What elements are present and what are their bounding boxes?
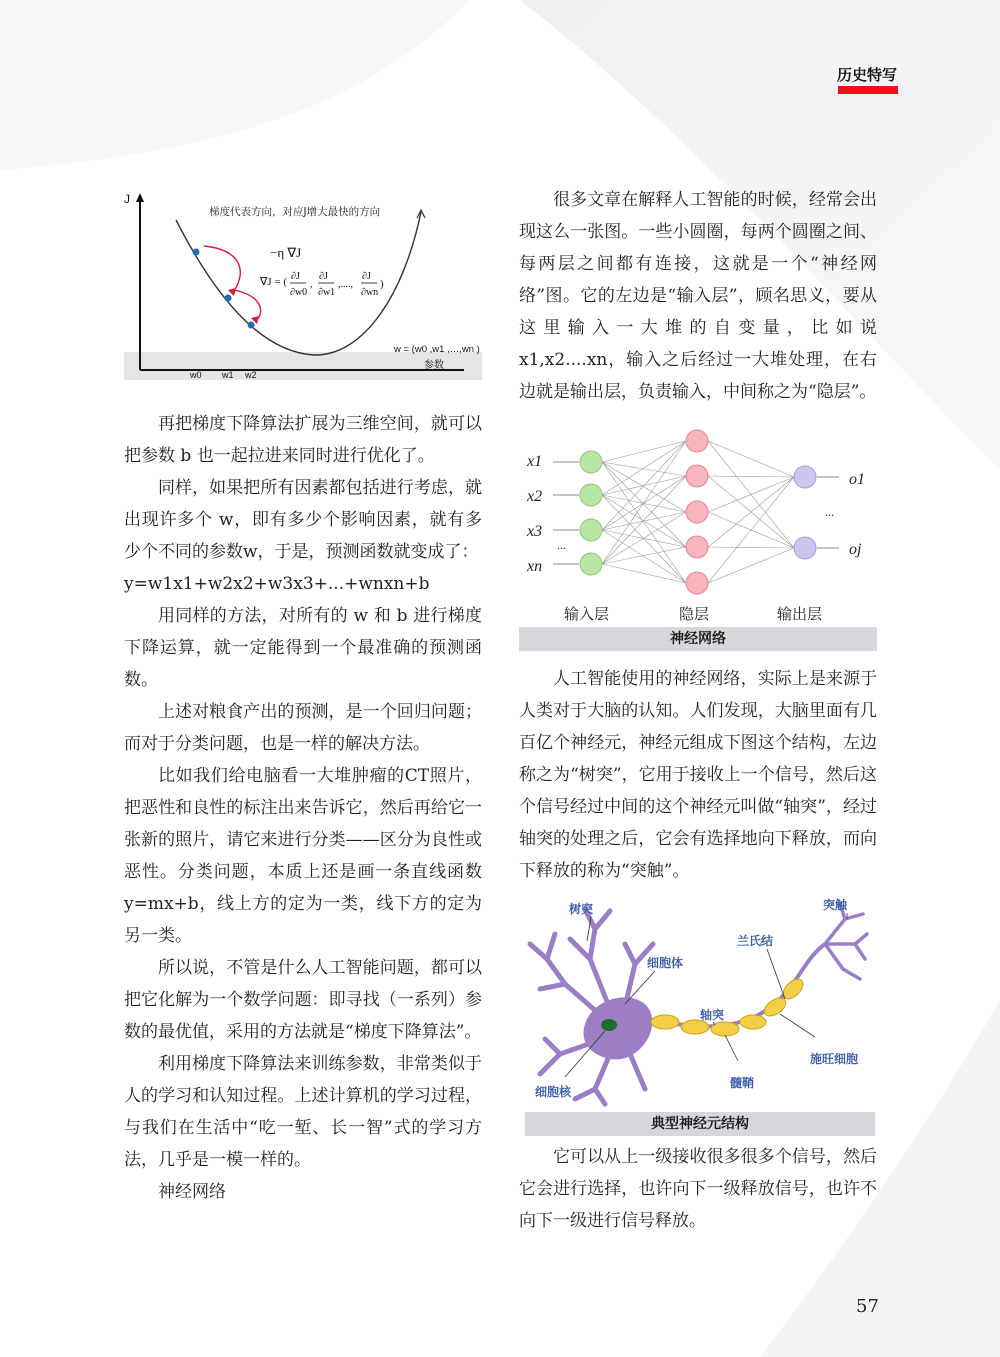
svg-text:,: ,	[310, 279, 313, 290]
label-nucleus: 细胞核	[535, 1085, 572, 1099]
nn-edge	[602, 564, 686, 583]
paragraph: 上述对粮食产出的预测，是一个回归问题；而对于分类问题，也是一样的解决方法。	[124, 702, 482, 754]
input-label-x1: x1	[527, 453, 543, 470]
page-number: 57	[856, 1296, 879, 1317]
tick-w1: w1	[222, 370, 234, 380]
label-axon: 轴突	[700, 1008, 725, 1022]
gradient-descent-figure	[124, 184, 482, 380]
paragraph: 利用梯度下降算法来训练参数，非常类似于人的学习和认知过程。上述计算机的学习过程，与我们在生活中“吃一堑、长一智”式的学习方法，几乎是一模一样的。	[124, 1054, 482, 1170]
nn-caption: 神经网络	[519, 627, 877, 651]
gradient-title: 梯度代表方向，对应J增大最快的方向	[209, 206, 381, 218]
label-myelin: 髓鞘	[730, 1076, 755, 1090]
input-node	[580, 451, 602, 473]
step-formula: −η ∇J	[270, 245, 302, 260]
hidden-node	[686, 430, 708, 452]
section-label: 历史特写	[836, 66, 897, 84]
output-label-oj: oj	[849, 541, 862, 558]
label-ranvier: 兰氏结	[737, 934, 774, 948]
nn-edge	[602, 462, 686, 583]
nn-edge	[708, 477, 794, 583]
nn-edge	[602, 547, 686, 564]
svg-text:,....,: ,....,	[338, 279, 353, 290]
paragraph: 人工智能使用的神经网络，实际上是来源于人类对于大脑的认知。人们发现，大脑里面有几百亿个神经元，神经元组成下图这个结构，左边称之为“树突”，它用于接收上一个信号，然后这个信号经过中间的这个神经元叫做“轴突”，经过轴突的处理之后，它会有选择地向下释放，而向下释放的称为“突触”。	[519, 669, 877, 881]
partial-num-1: ∂J	[291, 271, 300, 282]
output-ellipsis: ...	[825, 505, 834, 519]
right-column-text-bottom	[519, 1141, 877, 1237]
paragraph: 用同样的方法，对所有的 w 和 b 进行梯度下降运算，就一定能得到一个最准确的预测函数。	[124, 606, 482, 690]
gd-point-w2	[248, 322, 255, 329]
gd-point-w0	[193, 249, 200, 256]
input-ellipsis: ...	[557, 538, 566, 552]
nn-edge	[708, 476, 794, 477]
paragraph: 它可以从上一级接收很多很多个信号，然后它会进行选择，也许向下一级释放信号，也许不向下一级进行信号释放。	[519, 1147, 877, 1231]
nn-edge	[602, 530, 686, 547]
section-accent-bar	[838, 86, 898, 94]
y-axis-label: J	[124, 192, 130, 206]
partial-den-1: ∂w0	[290, 287, 308, 298]
nn-edge	[708, 477, 794, 512]
nn-edge	[708, 441, 794, 477]
nn-edge	[708, 548, 794, 583]
layer-label-hidden: 隐层	[679, 605, 710, 623]
partial-den-2: ∂w1	[318, 287, 336, 298]
neuron-caption: 典型神经元结构	[525, 1112, 875, 1136]
nn-edge	[602, 441, 686, 462]
svg-text:): )	[380, 278, 384, 290]
input-node	[580, 519, 602, 541]
nn-edge	[708, 477, 794, 547]
nucleus	[601, 1019, 617, 1031]
right-column-text-top	[519, 184, 877, 408]
neuron-structure-figure	[525, 889, 875, 1136]
partial-num-2: ∂J	[319, 271, 328, 282]
output-node	[794, 537, 816, 559]
output-label-o1: o1	[849, 471, 865, 488]
nn-edge	[708, 547, 794, 548]
input-label-x3: x3	[527, 523, 543, 540]
nn-edge	[602, 441, 686, 530]
paragraph: 同样，如果把所有因素都包括进行考虑，就出现许多个 w，即有多少个影响因素，就有多少个不同的参数w，于是，预测函数就变成了：	[124, 478, 482, 562]
partial-num-3: ∂J	[362, 271, 371, 282]
label-synapse: 突触	[823, 898, 848, 912]
nn-edge	[602, 512, 686, 530]
gradient-lhs: ∇J = (	[260, 276, 288, 288]
hidden-node	[686, 501, 708, 523]
layer-label-output: 输出层	[777, 605, 823, 623]
paragraph: 再把梯度下降算法扩展为三维空间，就可以把参数 b 也一起拉进来同时进行优化了。	[124, 414, 482, 466]
tick-w0: w0	[190, 370, 202, 380]
neuron-diagram	[525, 889, 875, 1112]
w-vector-label: w = (w0 ,w1 ,…,wn )	[394, 344, 480, 355]
input-label-x2: x2	[527, 488, 543, 505]
tick-w2: w2	[245, 370, 257, 380]
left-column-text	[124, 408, 482, 1208]
hidden-node	[686, 465, 708, 487]
x-axis-label: 参数	[424, 360, 444, 371]
label-dendrite: 树突	[569, 902, 594, 916]
neural-network-diagram	[519, 421, 877, 627]
formula-line: y=w1x1+w2x2+w3x3+...+wnxn+b	[124, 574, 430, 594]
hidden-node	[686, 572, 708, 594]
partial-den-3: ∂wn	[361, 287, 379, 298]
subheading: 神经网络	[158, 1182, 226, 1202]
label-cell-body: 细胞体	[647, 956, 684, 970]
label-schwann: 施旺细胞	[810, 1052, 859, 1066]
input-node	[580, 553, 602, 575]
nn-edge	[602, 462, 686, 476]
gd-point-w1	[225, 295, 232, 302]
neural-network-figure	[519, 421, 877, 651]
hidden-node	[686, 536, 708, 558]
paragraph: 很多文章在解释人工智能的时候，经常会出现这么一张图。一些小圆圈，每两个圆圈之间、每两层之间都有连接，这就是一个“神经网络”图。它的左边是“输入层”，顾名思义，要从这里输入一大堆的自变量，比如说x1,x2....xn，输入之后经过一大堆处理，在右边就是输出层，负责输入，中间称之为“隐层”。	[519, 190, 877, 402]
layer-label-input: 输入层	[564, 605, 610, 623]
nn-edge	[602, 495, 686, 512]
gradient-descent-plot	[124, 184, 482, 380]
paragraph: 所以说，不管是什么人工智能问题，都可以把它化解为一个数学问题：即寻找（一系列）参数的最优值，采用的方法就是“梯度下降算法”。	[124, 958, 482, 1042]
right-column-text-middle	[519, 663, 877, 887]
input-node	[580, 484, 602, 506]
input-label-xn: xn	[527, 558, 543, 575]
output-node	[794, 466, 816, 488]
paragraph: 比如我们给电脑看一大堆肿瘤的CT照片，把恶性和良性的标注出来告诉它，然后再给它一张新的照片，请它来进行分类——区分为良性或恶性。分类问题，本质上还是画一条直线函数 y=mx+b，线上方的定为一类，线下方的定为另一类。	[124, 766, 482, 946]
